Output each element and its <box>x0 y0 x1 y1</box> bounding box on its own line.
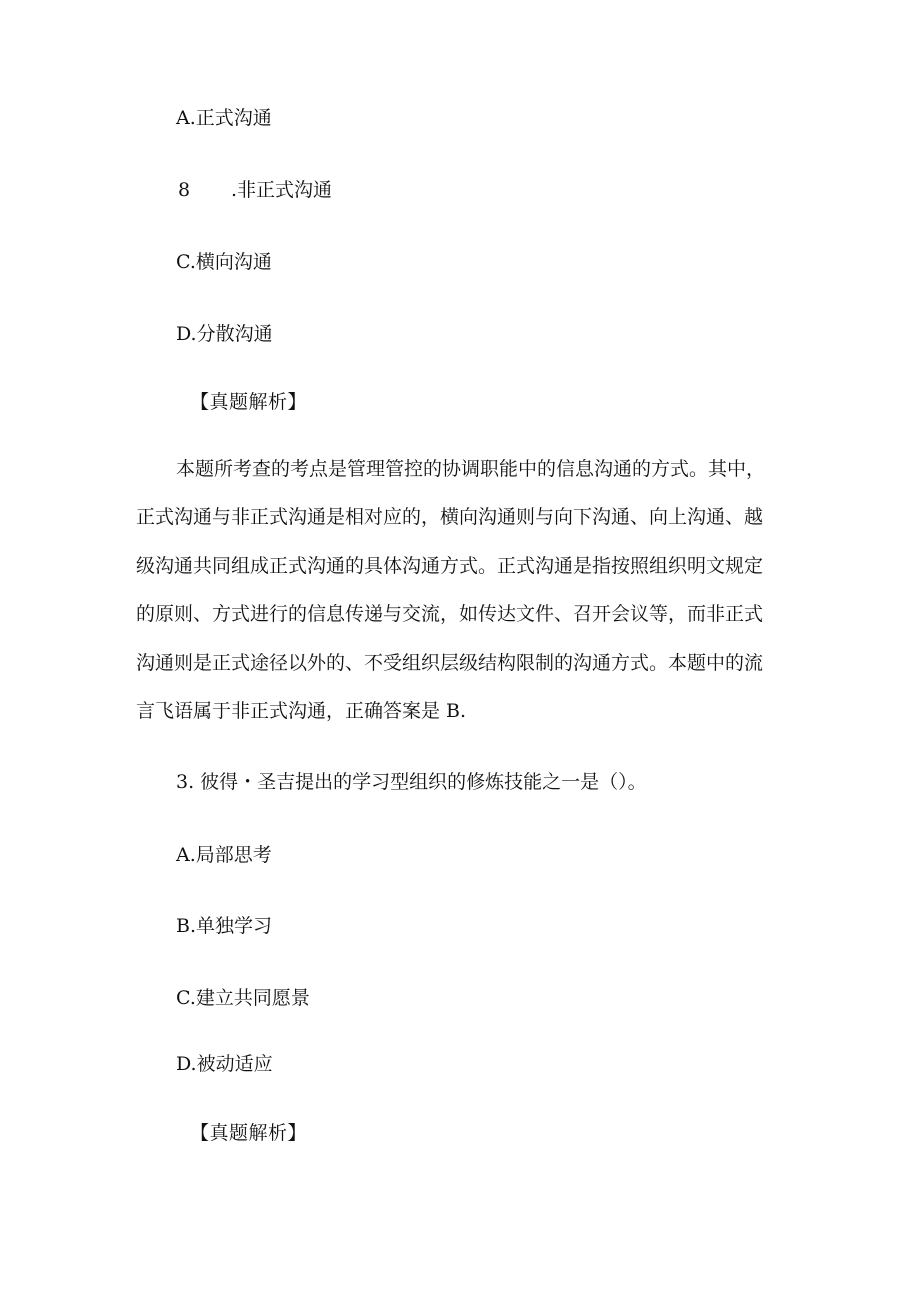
q2-analysis-paragraph <box>136 445 796 735</box>
q3-analysis-header: 【真题解析】 <box>190 1122 308 1144</box>
q2-option-a: A.正式沟通 <box>176 107 272 129</box>
q3-option-b: B.单独学习 <box>176 915 273 937</box>
analysis-line: 沟通则是正式途径以外的、不受组织层级结构限制的沟通方式。本题中的流 <box>136 651 764 674</box>
q2-option-c: C.横向沟通 <box>176 251 272 273</box>
q2-option-b-number: 8 <box>178 179 191 201</box>
q2-option-d: D.分散沟通 <box>176 323 273 345</box>
analysis-line: 正式沟通与非正式沟通是相对应的，横向沟通则与向下沟通、向上沟通、越 <box>136 506 764 529</box>
q3-option-a: A.局部思考 <box>176 844 272 866</box>
analysis-line: 的原则、方式进行的信息传递与交流，如传达文件、召开会议等，而非正式 <box>136 603 764 626</box>
q2-analysis-header: 【真题解析】 <box>190 391 308 413</box>
q3-question: 3. 彼得・圣吉提出的学习型组织的修炼技能之一是（）。 <box>176 771 647 793</box>
q3-option-d: D.被动适应 <box>176 1053 273 1075</box>
analysis-line: 言飞语属于非正式沟通，正确答案是 B. <box>136 700 467 723</box>
analysis-line: 本题所考查的考点是管理管控的协调职能中的信息沟通的方式。其中， <box>176 458 766 480</box>
q2-option-b: .非正式沟通 <box>231 179 333 201</box>
q3-option-c: C.建立共同愿景 <box>176 987 310 1009</box>
analysis-line: 级沟通共同组成正式沟通的具体沟通方式。正式沟通是指按照组织明文规定 <box>136 554 764 577</box>
